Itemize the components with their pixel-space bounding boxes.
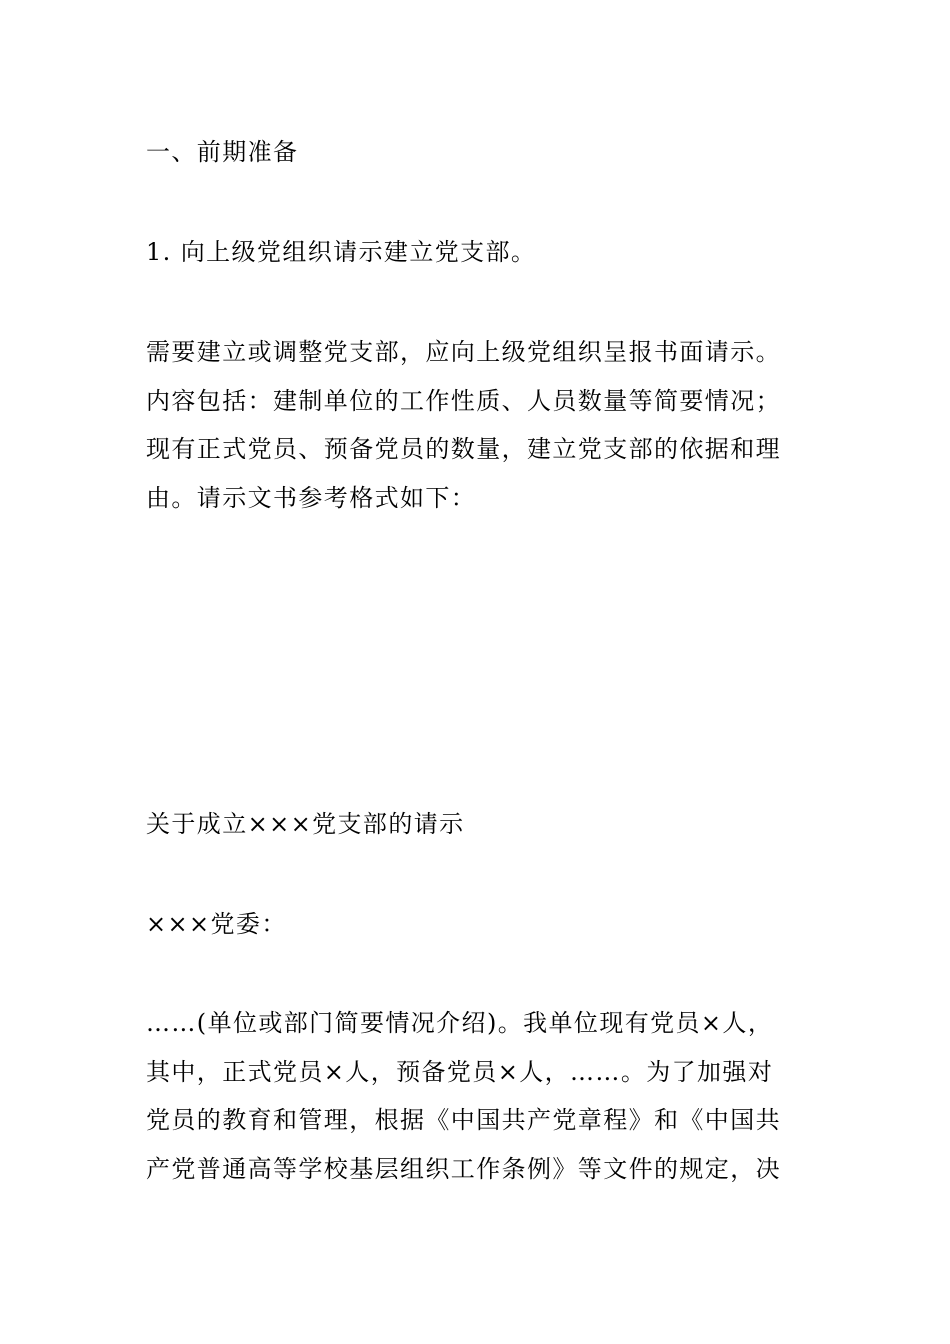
step-title: 1. 向上级党组织请示建立党支部。 xyxy=(146,238,537,266)
body-line: 党员的教育和管理，根据《中国共产党章程》和《中国共 xyxy=(146,1106,781,1135)
intro-line: 现有正式党员、预备党员的数量，建立党支部的依据和理 xyxy=(146,435,781,464)
body-paragraph xyxy=(146,999,816,1194)
intro-line: 内容包括：建制单位的工作性质、人员数量等简要情况； xyxy=(146,386,781,415)
body-line: 产党普通高等学校基层组织工作条例》等文件的规定，决 xyxy=(146,1155,781,1184)
salutation: ×××党委： xyxy=(146,910,287,938)
intro-line: 需要建立或调整党支部，应向上级党组织呈报书面请示。 xyxy=(146,338,781,366)
request-title: 关于成立×××党支部的请示 xyxy=(146,810,465,838)
intro-paragraph xyxy=(146,328,816,523)
body-line: ……(单位或部门简要情况介绍)。我单位现有党员×人， xyxy=(146,1009,774,1037)
body-line: 其中，正式党员×人，预备党员×人，……。为了加强对 xyxy=(146,1057,774,1086)
section-heading: 一、前期准备 xyxy=(146,138,299,166)
intro-line: 由。请示文书参考格式如下： xyxy=(146,484,477,513)
